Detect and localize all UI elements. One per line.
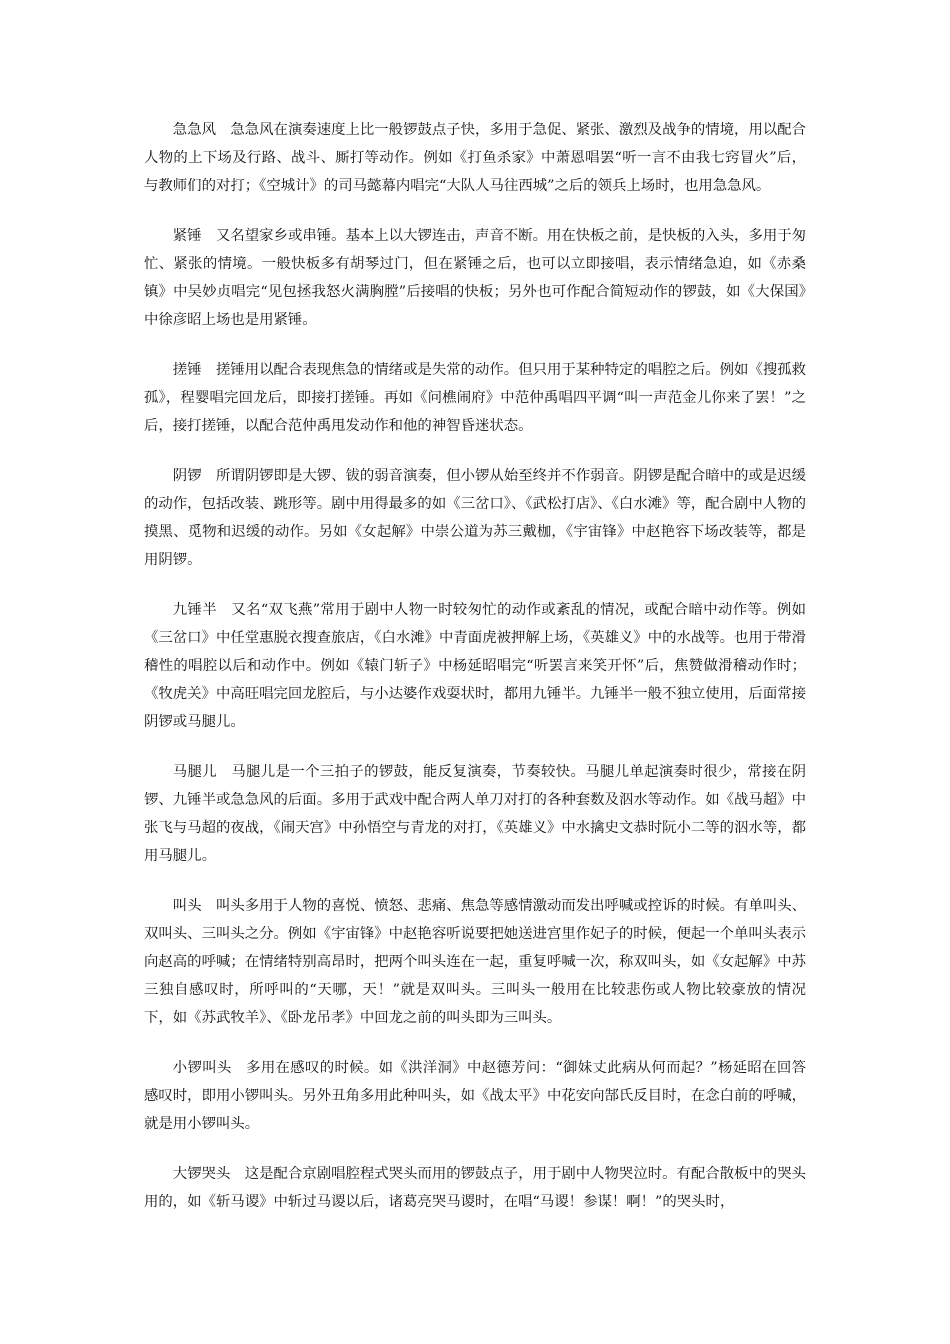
paragraph-term: 阴锣 [172, 468, 202, 484]
paragraph-cuochui [144, 356, 806, 440]
paragraph-body: 这是配合京剧唱腔程式哭头而用的锣鼓点子，用于剧中人物哭泣时。有配合散板中的哭头用的，如《斩马谡》中斩过马谡以后，诸葛亮哭马谡时，在唱“马谡！参谋！啊！”的哭头时， [144, 1166, 807, 1210]
paragraph-daluo-kutou [144, 1160, 806, 1216]
document-page [144, 116, 806, 1238]
paragraph-jiaotou [144, 892, 806, 1032]
paragraph-body: 马腿儿是一个三拍子的锣鼓，能反复演奏，节奏较快。马腿儿单起演奏时很少，常接在阴锣、九锤半或急急风的后面。多用于武戏中配合两人单刀对打的各种套数及泅水等动作。如《战马超》中张飞与马超的夜战，《闹天宫》中孙悟空与青龙的对打，《英雄义》中水擒史文恭时阮小二等的泅水等，都用马腿儿。 [144, 764, 806, 864]
paragraph-body: 又名望家乡或串锤。基本上以大锣连击，声音不断。用在快板之前，是快板的入头，多用于匆忙、紧张的情境。一般快板多有胡琴过门，但在紧锤之后，也可以立即接唱，表示情绪急迫，如《赤桑镇》中吴妙贞唱完“见包拯我怒火满胸膛”后接唱的快板；另外也可作配合简短动作的锣鼓，如《大保国》中徐彦昭上场也是用紧锤。 [144, 228, 807, 328]
paragraph-term: 叫头 [172, 898, 202, 914]
paragraph-term: 紧锤 [172, 228, 202, 244]
paragraph-yinluo [144, 462, 806, 574]
paragraph-term: 急急风 [172, 122, 216, 138]
paragraph-term: 马腿儿 [172, 764, 218, 780]
paragraph-body: 急急风在演奏速度上比一般锣鼓点子快，多用于急促、紧张、激烈及战争的情境，用以配合人物的上下场及行路、战斗、厮打等动作。例如《打鱼杀家》中萧恩唱罢“听一言不由我七窍冒火”后，与教师们的对打；《空城计》的司马懿幕内唱完“大队人马往西城”之后的领兵上场时，也用急急风。 [144, 122, 807, 194]
paragraph-jiuchuiban [144, 596, 806, 736]
paragraph-jijifeng [144, 116, 806, 200]
paragraph-body: 叫头多用于人物的喜悦、愤怒、悲痛、焦急等感情激动而发出呼喊或控诉的时候。有单叫头、双叫头、三叫头之分。例如《宇宙锋》中赵艳容听说要把她送进宫里作妃子的时候，便起一个单叫头表示向赵高的呼喊；在情绪特别高昂时，把两个叫头连在一起，重复呼喊一次，称双叫头，如《女起解》中苏三独自感叹时，所呼叫的“天哪，天！”就是双叫头。三叫头一般用在比较悲伤或人物比较豪放的情况下，如《苏武牧羊》、《卧龙吊孝》中回龙之前的叫头即为三叫头。 [144, 898, 807, 1026]
paragraph-body: 所谓阴锣即是大锣、钹的弱音演奏，但小锣从始至终并不作弱音。阴锣是配合暗中的或是迟缓的动作，包括改装、跳形等。剧中用得最多的如《三岔口》、《武松打店》、《白水滩》等，配合剧中人物的摸黑、觅物和迟缓的动作。另如《女起解》中崇公道为苏三戴枷，《宇宙锋》中赵艳容下场改装等，都是用阴锣。 [144, 468, 807, 568]
paragraph-jinchui [144, 222, 806, 334]
paragraph-matuier [144, 758, 806, 870]
paragraph-body: 多用在感叹的时候。如《洪洋洞》中赵德芳问：“御妹丈此病从何而起？”杨延昭在回答感叹时，即用小锣叫头。另外丑角多用此种叫头，如《战太平》中花安向郜氏反目时，在念白前的呼喊，就是用小锣叫头。 [144, 1060, 806, 1132]
paragraph-term: 搓锤 [172, 362, 202, 378]
paragraph-term: 九锤半 [172, 602, 217, 618]
paragraph-xiaoluo-jiaotou [144, 1054, 806, 1138]
paragraph-term: 小锣叫头 [172, 1060, 232, 1076]
paragraph-body: 搓锤用以配合表现焦急的情绪或是失常的动作。但只用于某种特定的唱腔之后。例如《搜孤救孤》，程婴唱完回龙后，即接打搓锤。再如《问樵闹府》中范仲禹唱四平调“叫一声范金儿你来了罢！”之后，接打搓锤，以配合范仲禹甩发动作和他的神智昏迷状态。 [144, 362, 807, 434]
paragraph-term: 大锣哭头 [172, 1166, 231, 1182]
paragraph-body: 又名“双飞燕”常用于剧中人物一时较匆忙的动作或紊乱的情况，或配合暗中动作等。例如《三岔口》中任堂惠脱衣搜查旅店，《白水滩》中青面虎被押解上场，《英雄义》中的水战等。也用于带滑稽性的唱腔以后和动作中。例如《辕门斩子》中杨延昭唱完“听罢言来笑开怀”后，焦赞做滑稽动作时；《牧虎关》中高旺唱完回龙腔后，与小达婆作戏耍状时，都用九锤半。九锤半一般不独立使用，后面常接阴锣或马腿儿。 [144, 602, 806, 730]
